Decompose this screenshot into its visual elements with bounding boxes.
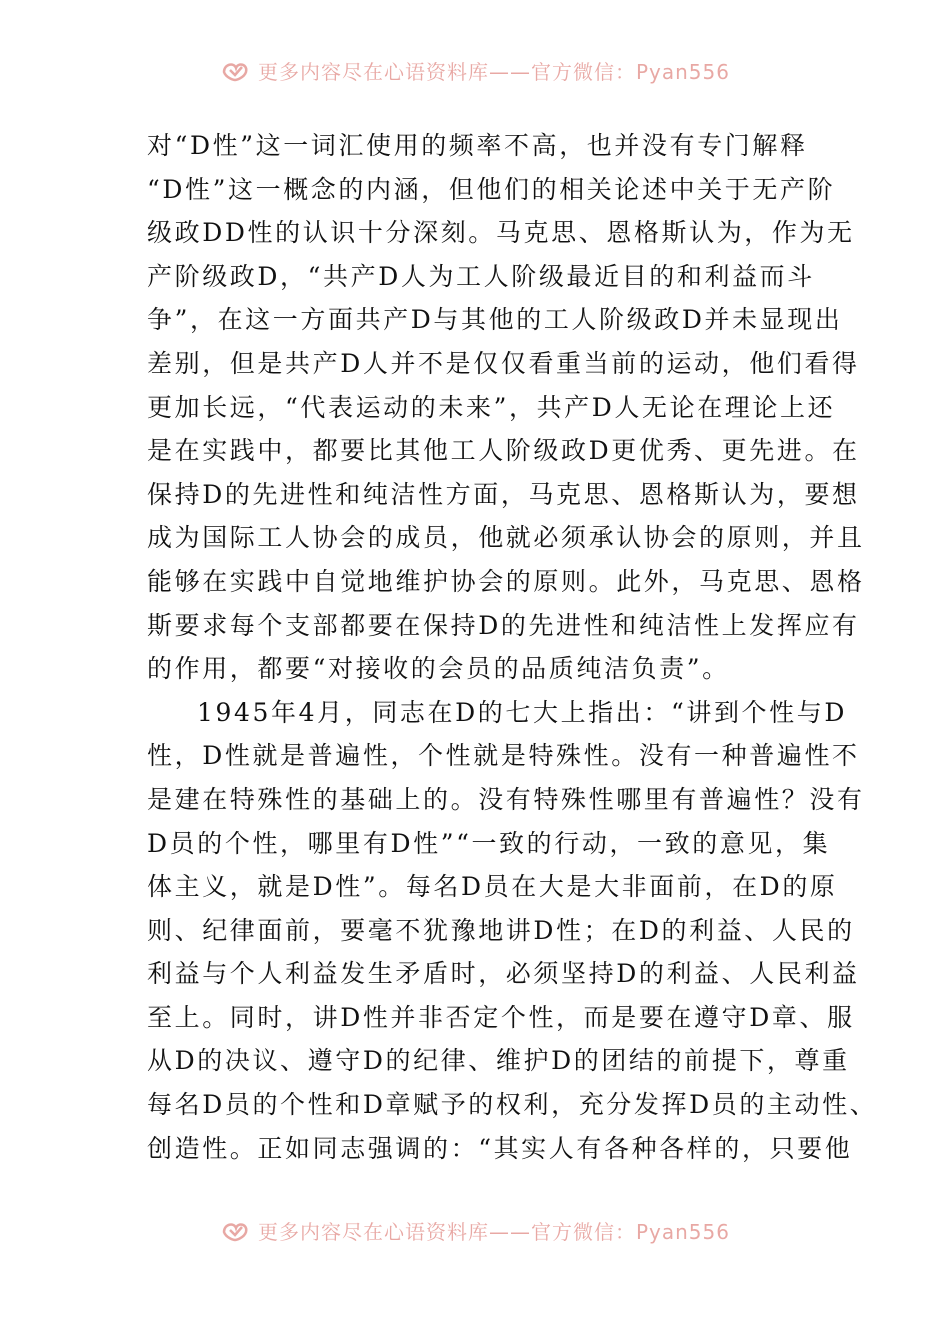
text-line: 斯要求每个支部都要在保持D的先进性和纯洁性上发挥应有 <box>147 610 860 640</box>
text-line: 体主义，就是D性”。每名D员在大是大非面前，在D的原 <box>147 872 838 902</box>
document-body <box>147 124 878 1170</box>
text-line: 利益与个人利益发生矛盾时，必须坚持D的利益、人民利益 <box>147 959 860 989</box>
text-line: 级政DD性的认识十分深刻。马克思、恩格斯认为，作为无 <box>147 218 855 248</box>
text-line: 至上。同时，讲D性并非否定个性，而是要在遵守D章、服 <box>147 1002 855 1032</box>
text-line: 争”，在这一方面共产D与其他的工人阶级政D并未显现出 <box>147 305 843 335</box>
watermark-text: 更多内容尽在心语资料库——官方微信：Pyan556 <box>257 59 730 84</box>
paragraph-start-line: 1945年4月，同志在D的七大上指出：“讲到个性与D <box>197 697 847 727</box>
text-line: 创造性。正如同志强调的：“其实人有各种各样的，只要他 <box>147 1133 853 1163</box>
text-line: D员的个性，哪里有D性”“一致的行动，一致的意见，集 <box>147 828 831 858</box>
watermark-logo-icon <box>220 58 250 82</box>
header-watermark <box>0 50 950 90</box>
text-line: 更加长远，“代表运动的未来”，共产D人无论在理论上还 <box>147 392 836 422</box>
footer-watermark <box>0 1210 950 1250</box>
text-line: 性，D性就是普遍性，个性就是特殊性。没有一种普遍性不 <box>147 741 860 771</box>
text-line: 的作用，都要“对接收的会员的品质纯洁负责”。 <box>147 654 730 684</box>
text-line: 能够在实践中自觉地维护协会的原则。此外，马克思、恩格 <box>147 566 865 596</box>
text-line: 成为国际工人协会的成员，他就必须承认协会的原则，并且 <box>147 523 865 553</box>
text-line: 差别，但是共产D人并不是仅仅看重当前的运动，他们看得 <box>147 348 860 378</box>
text-line: 产阶级政D，“共产D人为工人阶级最近目的和利益而斗 <box>147 261 815 291</box>
watermark-logo-icon <box>220 1218 250 1242</box>
text-line: 从D的决议、遵守D的纪律、维护D的团结的前提下，尊重 <box>147 1046 850 1076</box>
watermark-text: 更多内容尽在心语资料库——官方微信：Pyan556 <box>257 1219 730 1244</box>
text-line: 则、纪律面前，要毫不犹豫地讲D性；在D的利益、人民的 <box>147 915 855 945</box>
text-line: 对“D性”这一词汇使用的频率不高，也并没有专门解释 <box>147 131 808 160</box>
text-line: 是建在特殊性的基础上的。没有特殊性哪里有普遍性？没有 <box>147 784 865 814</box>
text-line: 每名D员的个性和D章赋予的权利，充分发挥D员的主动性、 <box>147 1090 878 1120</box>
text-line: 是在实践中，都要比其他工人阶级政D更优秀、更先进。在 <box>147 436 860 466</box>
text-line: “D性”这一概念的内涵，但他们的相关论述中关于无产阶 <box>147 174 836 204</box>
text-line: 保持D的先进性和纯洁性方面，马克思、恩格斯认为，要想 <box>147 479 860 509</box>
